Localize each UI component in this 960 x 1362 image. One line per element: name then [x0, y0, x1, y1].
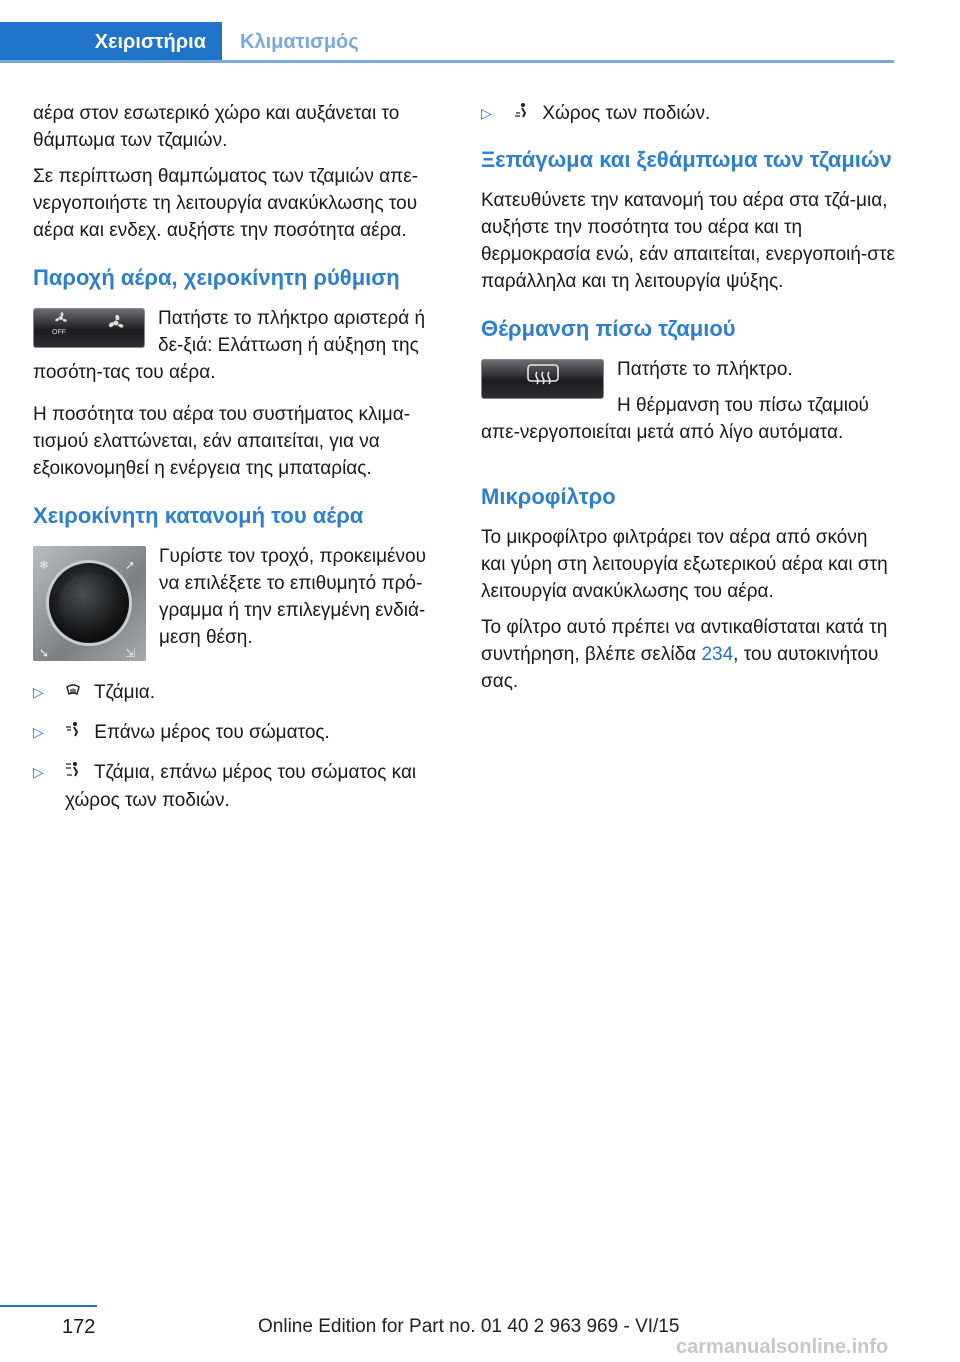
rear-window-instruction: Πατήστε το πλήκτρο. — [617, 359, 793, 380]
mixed-mark-icon: ⇲ — [125, 646, 136, 660]
option-upper-body-label: Επάνω μέρος του σώματος. — [94, 722, 330, 743]
rear-window-button-image — [481, 359, 604, 399]
section-tab-controls: Χειριστήρια — [0, 22, 222, 62]
rear-defrost-icon — [525, 363, 561, 395]
heading-air-supply: Παροχή αέρα, χειροκίνητη ρύθμιση — [33, 265, 400, 290]
defrost-paragraph: Κατευθύνετε την κατανομή του αέρα στα τζά-μια, αυξήστε την ποσότητα του αέρα και τη θερμοκρασία ενώ, εάν απαιτείται, ενεργοποιή-στε παράλληλα και τη λειτουργία ψύξης. — [481, 190, 895, 292]
microfilter-text-a: Το φίλτρο αυτό πρέπει να αντικαθίσταται κατά τη συντήρηση, βλέπε σελίδα — [481, 617, 888, 665]
combined-air-icon — [65, 760, 85, 787]
triangle-bullet-icon: ▷ — [481, 105, 492, 121]
distribution-options-list — [33, 679, 443, 814]
intro-paragraph-2: Σε περίπτωση θαμπώματος των τζαμιών απε-νεργοποιήστε τη λειτουργία ανακύκλωσης του αέρα και ενδεχ. αυξήστε την ποσότητα αέρα. — [33, 166, 419, 241]
option-windscreen-label: Τζάμια. — [93, 682, 156, 703]
knob-center — [59, 573, 119, 633]
list-item — [33, 719, 443, 747]
list-item — [33, 679, 443, 707]
microfilter-text-b: , του αυτοκινήτου σας. — [481, 644, 879, 692]
option-combined-label: Τζάμια, επάνω μέρος του σώματος και χώρος των ποδιών. — [65, 762, 417, 811]
rear-window-note: Η θέρμανση του πίσω τζαμιού απε-νεργοποιείται μετά από λίγο αυτόματα. — [481, 395, 869, 443]
watermark: carmanualsonline.info — [676, 1336, 889, 1358]
heading-rear-window: Θέρμανση πίσω τζαμιού — [481, 316, 736, 341]
feet-mark-icon: ➘ — [39, 646, 50, 660]
fan-off-icon — [50, 310, 72, 347]
air-supply-instruction: Πατήστε το πλήκτρο αριστερά ή δε-ξιά: Ελάττωση ή αύξηση της ποσότη-τας του αέρα. — [33, 308, 426, 383]
heading-microfilter: Μικροφίλτρο — [481, 484, 616, 509]
distribution-knob-image — [33, 546, 146, 661]
page-number: 172 — [62, 1316, 96, 1338]
distribution-options-list-cont — [481, 100, 896, 128]
heading-air-distribution: Χειροκίνητη κατανομή του αέρα — [33, 503, 364, 528]
fan-icon — [104, 311, 128, 346]
heading-defrost: Ξεπάγωμα και ξεθάμπωμα των τζαμιών — [481, 147, 892, 172]
section-tab-climate: Κλιματισμός — [240, 30, 359, 53]
upper-body-mark-icon: ➚ — [125, 558, 136, 572]
microfilter-paragraph-2 — [481, 614, 896, 695]
triangle-bullet-icon: ▷ — [33, 764, 44, 780]
distribution-instruction: Γυρίστε τον τροχό, προκειμένου να επιλέξετε το επιθυμητό πρό-γραμμα ή την επιλεγμένη ενδιά-μεση θέση. — [159, 546, 426, 648]
footwell-air-icon — [513, 101, 533, 128]
upper-body-air-icon — [65, 720, 85, 747]
list-item — [33, 759, 443, 814]
page-reference-link[interactable]: 234 — [701, 644, 734, 665]
list-item — [481, 100, 896, 128]
footer-rule — [0, 1305, 97, 1307]
windscreen-air-icon — [65, 680, 85, 707]
triangle-bullet-icon: ▷ — [33, 724, 44, 740]
header-rule — [0, 60, 894, 63]
microfilter-paragraph-1: Το μικροφίλτρο φιλτράρει τον αέρα από σκόνη και γύρη στη λειτουργία εξωτερικού αέρα και στη λειτουργία ανακύκλωσης του αέρα. — [481, 527, 888, 602]
air-supply-note: Η ποσότητα του αέρα του συστήματος κλιμα-τισμού ελαττώνεται, εάν απαιτείται, για να εξοικονομηθεί η ενέργεια της μπαταρίας. — [33, 404, 411, 479]
left-column — [33, 100, 443, 826]
page-header — [0, 0, 960, 62]
edition-note: Online Edition for Part no. 01 40 2 963 969 - VI/15 — [258, 1316, 680, 1337]
triangle-bullet-icon: ▷ — [33, 684, 44, 700]
svg-text:OFF: OFF — [52, 328, 66, 336]
option-footwell-label: Χώρος των ποδιών. — [542, 103, 711, 124]
right-column — [481, 100, 896, 704]
intro-paragraph-1: αέρα στον εσωτερικό χώρο και αυξάνεται το θάμπωμα των τζαμιών. — [33, 103, 400, 151]
windscreen-mark-icon: ❄ — [39, 558, 50, 572]
air-quantity-button-image — [33, 308, 145, 348]
